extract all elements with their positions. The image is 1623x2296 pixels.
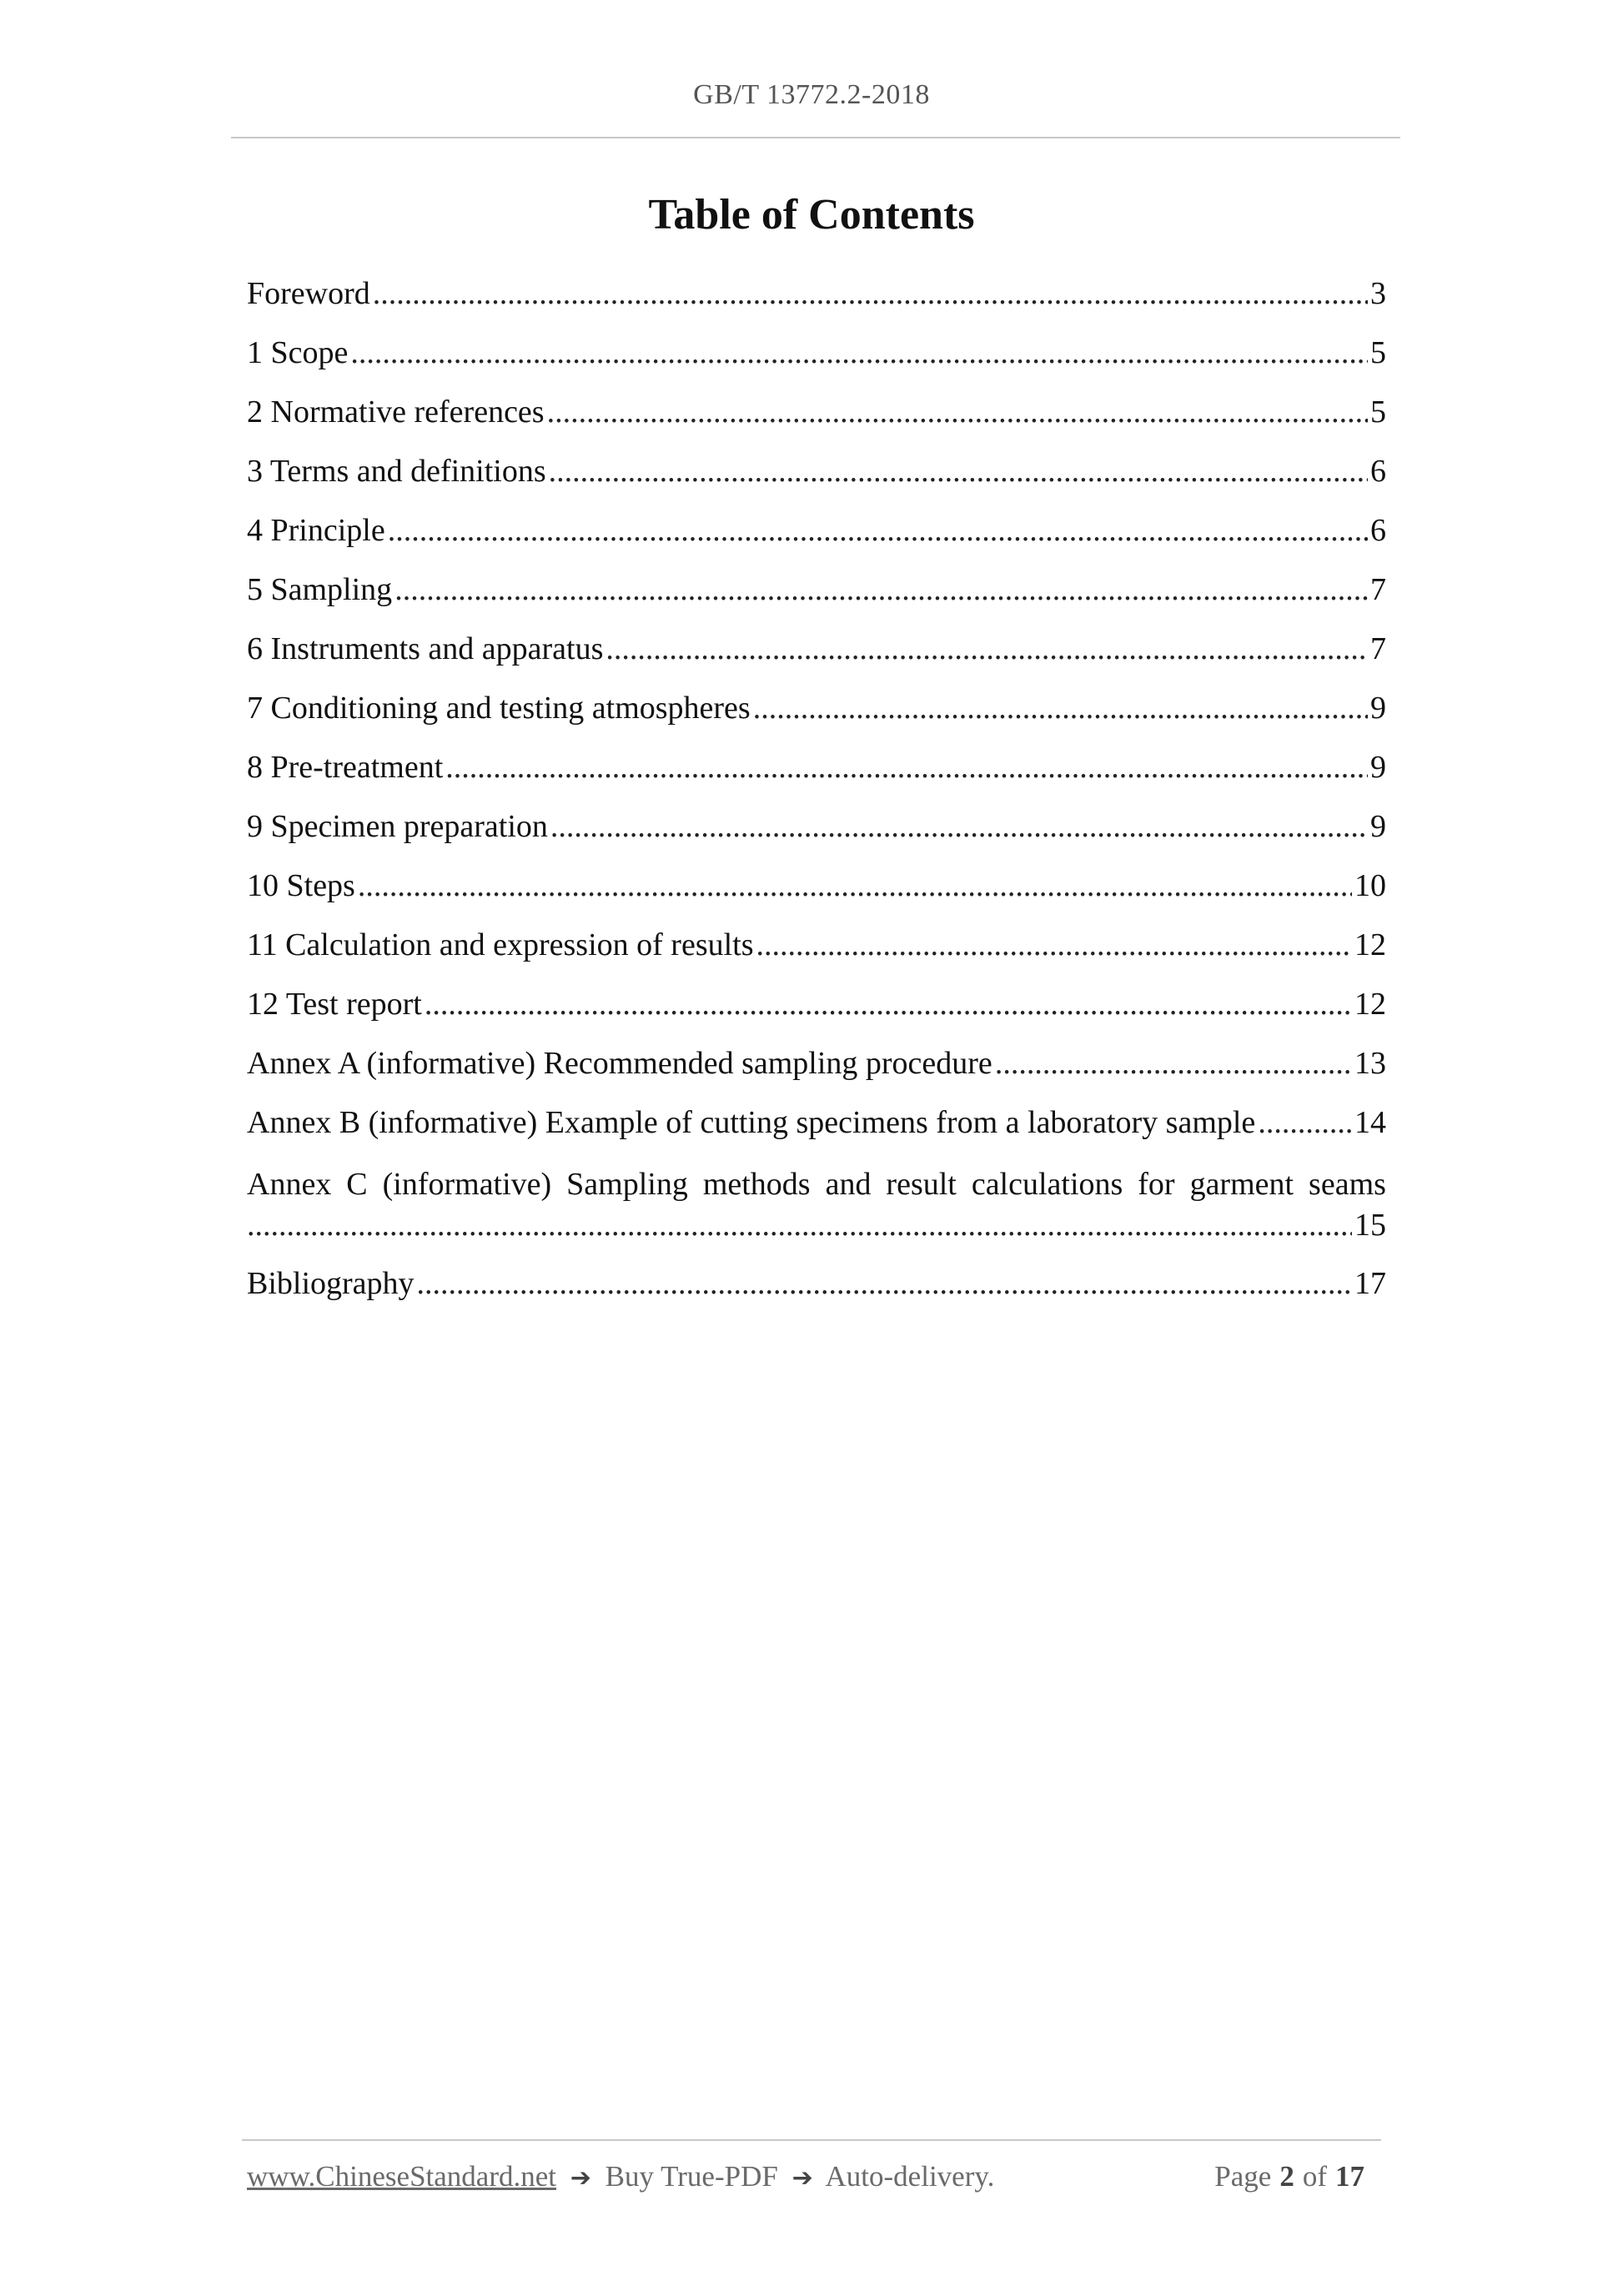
toc-leader-dots <box>549 453 1368 490</box>
toc-entry-label: Annex B (informative) Example of cutting specimens from a laboratory sample <box>247 1105 1256 1140</box>
toc-leader-dots <box>388 512 1368 549</box>
toc-leader-dots <box>247 1207 1352 1243</box>
toc-entry-word: garment <box>1189 1167 1294 1202</box>
toc-entry-normative-references[interactable] <box>247 394 1386 453</box>
toc-leader-dots <box>756 927 1352 963</box>
toc-leader-dots <box>550 808 1368 845</box>
total-pages: 17 <box>1335 2160 1364 2193</box>
toc-entry-terms-and-definitions[interactable] <box>247 453 1386 512</box>
toc-entry-page: 6 <box>1370 513 1386 548</box>
toc-entry-page: 10 <box>1354 868 1386 903</box>
toc-entry-page: 5 <box>1370 394 1386 430</box>
toc-entry-page: 13 <box>1354 1046 1386 1081</box>
toc-entry-label: 10 Steps <box>247 868 355 903</box>
toc-entry-calculation[interactable] <box>247 927 1386 986</box>
right-arrow-icon: ➔ <box>570 2163 591 2193</box>
toc-entry-annex-b[interactable] <box>247 1104 1386 1163</box>
toc-entry-label: 6 Instruments and apparatus <box>247 631 604 666</box>
toc-entry-page: 7 <box>1370 631 1386 666</box>
footer-step-buy: Buy True-PDF <box>605 2160 778 2193</box>
toc-entry-sampling[interactable] <box>247 571 1386 631</box>
toc-entry-label: 7 Conditioning and testing atmospheres <box>247 691 751 726</box>
website-link[interactable]: www.ChineseStandard.net <box>247 2160 556 2193</box>
toc-entry-label: 9 Specimen preparation <box>247 809 548 844</box>
toc-leader-dots <box>350 334 1368 371</box>
toc-leader-dots <box>394 571 1368 608</box>
toc-entry-word: and <box>825 1167 872 1202</box>
current-page: 2 <box>1279 2160 1294 2193</box>
toc-entry-label: 2 Normative references <box>247 394 545 430</box>
footer-step-delivery: Auto-delivery. <box>825 2160 995 2193</box>
toc-entry-annex-c[interactable] <box>247 1163 1386 1265</box>
toc-entry-page: 9 <box>1370 809 1386 844</box>
toc-leader-dots <box>417 1265 1352 1302</box>
page-word: Page <box>1214 2160 1272 2193</box>
toc-entry-label: 8 Pre-treatment <box>247 750 444 785</box>
toc-entry-conditioning[interactable] <box>247 690 1386 749</box>
toc-entry-label: 3 Terms and definitions <box>247 454 546 489</box>
toc-list <box>247 275 1386 1324</box>
toc-leader-dots <box>373 275 1368 312</box>
toc-leader-dots <box>1258 1104 1352 1141</box>
toc-entry-page: 3 <box>1370 276 1386 311</box>
toc-entry-page: 17 <box>1354 1266 1386 1301</box>
toc-leader-dots <box>445 749 1368 786</box>
toc-entry-page: 12 <box>1354 987 1386 1022</box>
toc-entry-word: (informative) <box>382 1167 552 1202</box>
toc-entry-label: 4 Principle <box>247 513 385 548</box>
toc-entry-page: 9 <box>1370 750 1386 785</box>
toc-leader-dots <box>547 394 1368 430</box>
footer-divider <box>242 2139 1381 2141</box>
toc-entry-page: 15 <box>1354 1208 1386 1243</box>
toc-entry-label: 5 Sampling <box>247 572 393 607</box>
toc-entry-label: Annex A (informative) Recommended sampling procedure <box>247 1046 992 1081</box>
header-divider <box>231 137 1400 138</box>
page-header: GB/T 13772.2-2018 <box>693 79 930 110</box>
toc-entry-word: C <box>346 1167 368 1202</box>
toc-leader-dots <box>753 690 1368 726</box>
toc-leader-dots <box>425 986 1352 1022</box>
toc-entry-specimen-preparation[interactable] <box>247 808 1386 867</box>
toc-entry-principle[interactable] <box>247 512 1386 571</box>
page-number <box>1214 2160 1373 2193</box>
toc-entry-pre-treatment[interactable] <box>247 749 1386 808</box>
toc-entry-word: Annex <box>247 1167 332 1202</box>
toc-entry-annex-a[interactable] <box>247 1045 1386 1104</box>
toc-entry-page: 9 <box>1370 691 1386 726</box>
toc-entry-label: 12 Test report <box>247 987 422 1022</box>
toc-entry-bibliography[interactable] <box>247 1265 1386 1324</box>
toc-entry-instruments-and-apparatus[interactable] <box>247 631 1386 690</box>
toc-entry-steps[interactable] <box>247 867 1386 927</box>
toc-leader-dots <box>358 867 1352 904</box>
toc-entry-word: result <box>886 1167 957 1202</box>
toc-entry-label <box>247 1163 1386 1205</box>
toc-entry-word: calculations <box>971 1167 1123 1202</box>
toc-entry-label: 1 Scope <box>247 335 349 370</box>
toc-entry-word: methods <box>702 1167 811 1202</box>
toc-entry-label: Foreword <box>247 276 370 311</box>
toc-entry-test-report[interactable] <box>247 986 1386 1045</box>
toc-entry-page: 7 <box>1370 572 1386 607</box>
toc-title: Table of Contents <box>648 191 975 239</box>
toc-entry-page: 12 <box>1354 927 1386 962</box>
right-arrow-icon: ➔ <box>791 2163 813 2193</box>
toc-leader-dots <box>605 631 1368 667</box>
toc-leader-dots <box>995 1045 1352 1082</box>
toc-entry-scope[interactable] <box>247 334 1386 394</box>
toc-entry-page: 6 <box>1370 454 1386 489</box>
toc-entry-word: Sampling <box>566 1167 688 1202</box>
footer-promo <box>247 2160 994 2193</box>
toc-entry-word: for <box>1138 1167 1175 1202</box>
toc-entry-page: 5 <box>1370 335 1386 370</box>
toc-entry-word: seams <box>1309 1167 1386 1202</box>
toc-entry-label: 11 Calculation and expression of results <box>247 927 754 962</box>
toc-entry-foreword[interactable] <box>247 275 1386 334</box>
of-word: of <box>1302 2160 1327 2193</box>
toc-entry-label: Bibliography <box>247 1266 415 1301</box>
page-footer <box>247 2160 1373 2193</box>
toc-entry-page: 14 <box>1354 1105 1386 1140</box>
